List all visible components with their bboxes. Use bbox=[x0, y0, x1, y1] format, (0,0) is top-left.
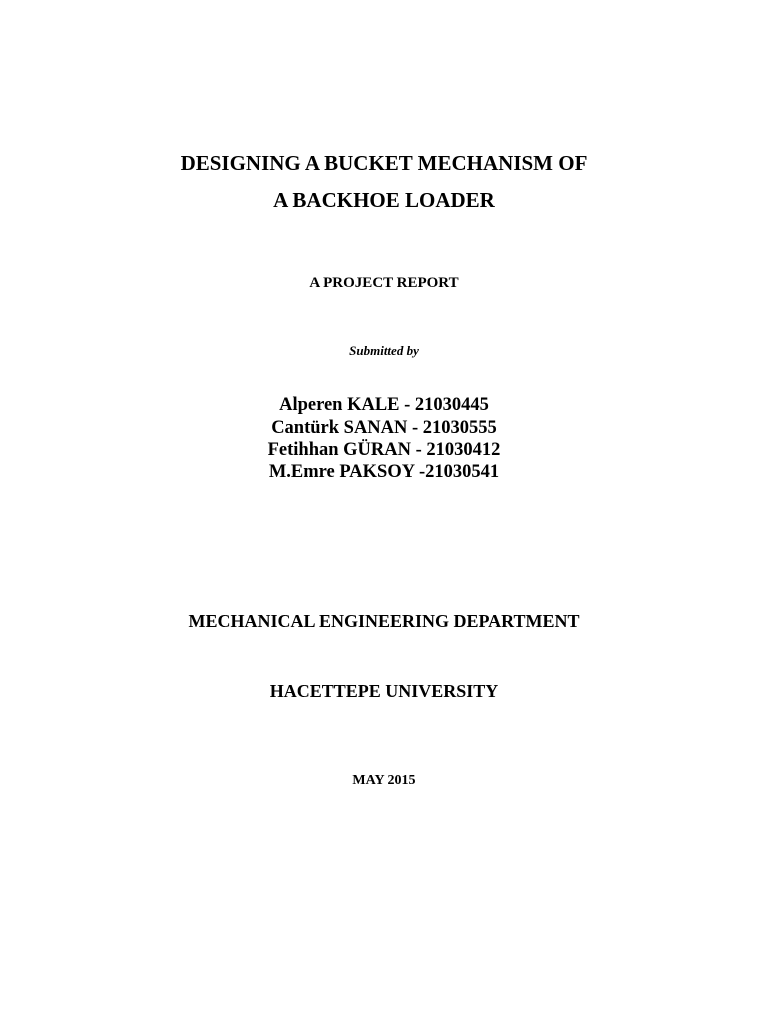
author-3: Fetihhan GÜRAN - 21030412 bbox=[267, 440, 501, 460]
department: MECHANICAL ENGINEERING DEPARTMENT bbox=[188, 611, 580, 631]
submission-date: MAY 2015 bbox=[352, 773, 416, 788]
author-4: M.Emre PAKSOY -21030541 bbox=[268, 462, 500, 482]
university: HACETTEPE UNIVERSITY bbox=[269, 681, 499, 701]
title-line-1: DESIGNING A BUCKET MECHANISM OF bbox=[180, 151, 588, 175]
report-type: A PROJECT REPORT bbox=[309, 275, 459, 291]
author-1: Alperen KALE - 21030445 bbox=[279, 395, 489, 415]
title-line-2: A BACKHOE LOADER bbox=[273, 188, 495, 212]
submitted-by-label: Submitted by bbox=[349, 343, 419, 358]
author-2: Cantürk SANAN - 21030555 bbox=[271, 418, 497, 438]
